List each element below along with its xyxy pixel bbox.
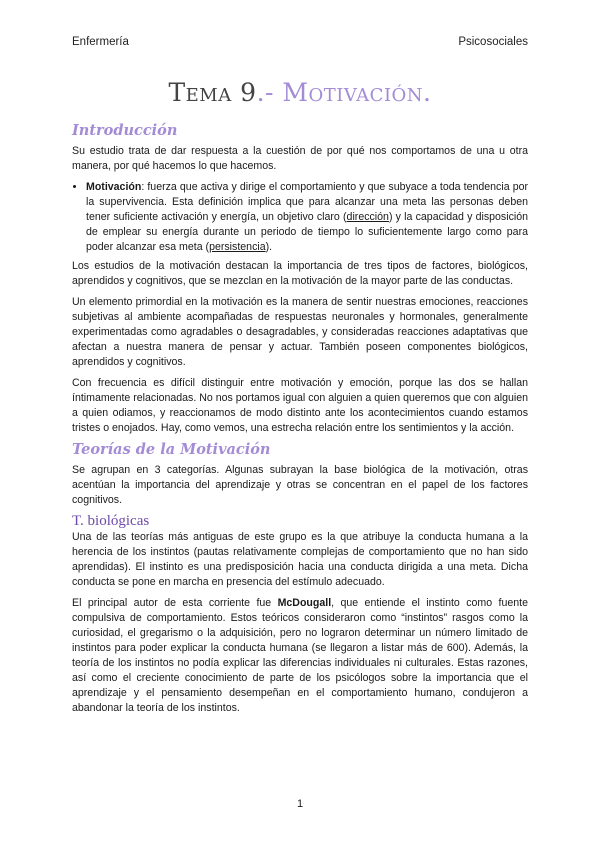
intro-paragraph-2: Los estudios de la motivación destacan la importancia de tres tipos de factores, biológicos, aprendidos y cognitivos, que se mezclan en la motivación de la mayor parte de las conductas. (72, 260, 528, 287)
theories-heading: Teorías de la Motivación (72, 441, 271, 458)
motivation-bullet (86, 180, 528, 255)
title-part1: Tema 9 (168, 78, 257, 107)
intro-heading: Introducción (72, 122, 178, 139)
author-mcdougall: McDougall (277, 597, 332, 609)
intro-bullet-list (72, 180, 528, 255)
document-body (72, 123, 528, 722)
title-part2: .- Motivación. (256, 78, 432, 107)
bullet-text-a: : fuerza que activa y dirige el comportamiento y que subyace a toda tendencia por la supervivencia. Esta definición implica que para alcanzar una meta las personas deben tener suficiente activación y energía, un objetivo claro ( (86, 181, 528, 223)
page-title (0, 78, 600, 107)
theories-paragraph-1: Se agrupan en 3 categorías. Algunas subrayan la base biológica de la motivación, otras acentúan la importancia del aprendizaje y otras se concentran en el papel de los factores cognitivos. (72, 464, 528, 506)
header-right: Psicosociales (458, 36, 528, 48)
intro-paragraph-1: Su estudio trata de dar respuesta a la cuestión de por qué nos comportamos de una u otra manera, por qué hacemos lo que hacemos. (72, 145, 528, 172)
bullet-text-b: ) y la capacidad y disposición de emplear su energía durante un periodo de tiempo lo suficientemente largo como para poder alcanzar esa meta ( (86, 211, 529, 253)
page-number: 1 (296, 798, 304, 810)
biological-subheading: T. biológicas (72, 513, 150, 529)
bullet-text-c: ). (265, 241, 273, 253)
p3-text-a: El principal autor de esta corriente fue (72, 597, 278, 609)
intro-paragraph-4: Con frecuencia es difícil distinguir entre motivación y emoción, porque las dos se hallan íntimamente relacionadas. No nos portamos igual con alguien a quien queremos que con alguien a quien odiamos, y reaccionamos de modo distinto ante los acontecimientos cuando estamos tristes o enojados. Hay, como vemos, una estrecha relación entre los sentimientos y la acción. (72, 377, 528, 434)
p3-text-b: , que entiende el instinto como fuente compulsiva de comportamiento. Estos teóricos consideraron como “instintos” rasgos como la curiosidad, el gregarismo o la adquisición, pero no lograron determinar un número limitado de instintos para poder explicar la conducta humana (se llegaron a listar más de 600). Además, la teoría de los instintos no podía explicar las diferencias individuales ni culturales. Estas razones, así como el creciente conocimiento de parte de los psicólogos sobre la importancia que el aprendizaje y el pensamiento desempeñan en el comportamiento humano, condujeron a abandonar la teoría de los instintos. (72, 597, 528, 714)
theories-paragraph-2: Una de las teorías más antiguas de este grupo es la que atribuye la conducta humana a la herencia de los instintos (pautas relativamente complejas de comportamiento que no han sido aprendidas). El instinto es una predisposición hacia una conducta dirigida a una meta. Dicha conducta se pone en marcha en presencia del estímulo adecuado. (72, 531, 528, 588)
header-left: Enfermería (72, 36, 129, 48)
underlined-persistencia: persistencia (209, 241, 266, 253)
bullet-term: Motivación (86, 181, 142, 193)
theories-paragraph-3 (72, 596, 528, 716)
underlined-direccion: dirección (346, 211, 389, 223)
intro-paragraph-3: Un elemento primordial en la motivación es la manera de sentir nuestras emociones, reacciones subjetivas al ambiente acompañadas de respuestas neuronales y hormonales, generalmente experimentadas como agradables o desagradables, y consideradas reacciones adaptativas que afectan a nuestra manera de pensar y actuar. También poseen componentes biológicos, aprendidos y cognitivos. (72, 296, 528, 368)
page-header (72, 36, 528, 48)
